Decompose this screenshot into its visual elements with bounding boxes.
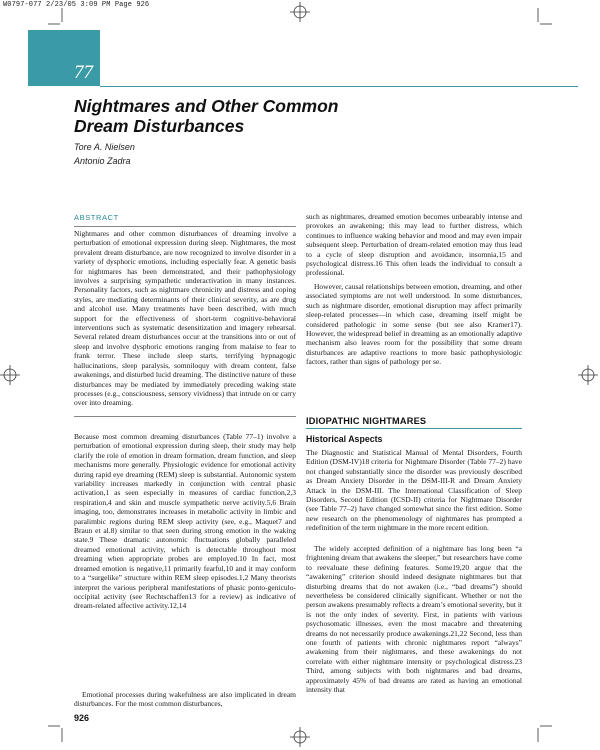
page-number: 926 — [74, 713, 90, 723]
abstract-top-rule — [74, 226, 296, 227]
registration-mark-bottom — [290, 727, 310, 747]
body-right-paragraph-2: However, causal relationships between emotion, dreaming, and other associated symptoms are not well understood. In some disturbances, such as nightmare disorder, emotional disruption may affect primarily sleep-related processes—in which case, dreaming itself might be considered pathologic in some sense (but see also Kramer17). However, the widespread belief in dreaming as an emotionally adaptive mechanism also leaves room for the possibility that some dream disturbances are adaptive reactions to more basic pathophysiologic factors, rather than signs of pathology per se. — [306, 282, 522, 367]
section-heading: IDIOPATHIC NIGHTMARES — [306, 416, 427, 426]
chapter-number: 77 — [74, 62, 93, 83]
chapter-rule — [100, 86, 578, 87]
abstract-heading: ABSTRACT — [74, 213, 119, 222]
author-2: Antonio Zadra — [74, 156, 131, 166]
body-right-paragraph-3: The Diagnostic and Statistical Manual of Mental Disorders, Fourth Edition (DSM-IV)18 criteria for Nightmare Disorder (Table 77–2) have not changed substantially since the disorder was previously described as Dream Anxiety Disorder in the DSM-III-R and Dream Anxiety Attack in the DSM-III. The International Classification of Sleep Disorders, Second Edition (ICSD-II) criteria for Nightmare Disorder (see Table 77–2) have changed somewhat since the first edition. Some new research on the phenomenology of nightmares has prompted a redefinition of the term nightmare in the more recent edition. — [306, 448, 522, 533]
registration-mark-left — [0, 365, 20, 385]
abstract-bottom-rule — [74, 416, 296, 417]
body-right-paragraph-1: such as nightmares, dreamed emotion becomes unbearably intense and provokes an awakening; this may lead to further distress, which continues to influence waking behavior and mood and may even impair subsequent sleep. Perturbation of dream-related emotion may thus lead to a cycle of sleep disruption and avoidance, insomnia,15 and psychological distress.16 This often leads the individual to consult a professional. — [306, 212, 522, 278]
registration-mark-right — [578, 365, 598, 385]
body-left-paragraph-2: Emotional processes during wakefulness are also implicated in dream disturbances. For the most common disturbances, — [74, 690, 296, 709]
slug-line: W0797-077 2/23/05 3:09 PM Page 926 — [3, 1, 150, 9]
author-1: Tore A. Nielsen — [74, 142, 135, 152]
body-right-paragraph-4: The widely accepted definition of a nightmare has long been “a frightening dream that awakens the sleeper,” but researchers have come to reevaluate these defining features. Some19,20 argue that the “awakening” criterion should indeed designate nightmares but that disturbing dreams that do not awaken (i.e., “bad dreams”) should nevertheless be considered clinically significant. Whether or not the person awakens presumably reflects a dream’s emotional severity, but it is not the only index of severity. First, in patients with various psychosomatic illnesses, even the most macabre and threatening dreams do not necessarily produce awakenings.21,22 Second, less than one fourth of patients with chronic nightmares report “always” awakening from their nightmares, and these awakenings do not correlate with either nightmare intensity or psychological distress.23 Third, among subjects with both nightmares and bad dreams, approximately 45% of bad dreams are rated as having an emotional intensity that — [306, 544, 522, 695]
abstract-text: Nightmares and other common disturbances of dreaming involve a perturbation of emotional expression during sleep. Nightmares, the most prevalent dream disturbance, are now recognized to involve disorder in a variety of dysphoric emotions, including especially fear. A genetic basis for nightmares has been demonstrated, and their pathophysiology involves a surprising sympathetic underactivation in many instances. Personality factors, such as nightmare chronicity and distress and coping styles, are mediating determinants of their clinical severity, as are drug and alcohol use. Many treatments have been described, with much support for the effectiveness of short-term cognitive-behavioral interventions such as systematic desensitization and imagery rehearsal. Several related dream disturbances occur at the transitions into or out of sleep and involve dysphoric emotions ranging from malaise to fear to frank terror. These include sleep starts, terrifying hypnagogic hallucinations, sleep paralysis, somniloquy with dream content, false awakenings, and disturbed lucid dreaming. The distinctive nature of these disturbances may be mediated by immediately preceding waking state processes (e.g., consciousness, sensory vividness) that intrude on or carry over into dreaming. — [74, 229, 296, 408]
registration-mark-top — [290, 2, 310, 22]
chapter-title-line-2: Dream Disturbances — [74, 116, 245, 136]
chapter-title-line-1: Nightmares and Other Common — [74, 96, 339, 116]
subsection-heading: Historical Aspects — [306, 434, 383, 444]
chapter-title — [74, 96, 494, 136]
section-rule — [306, 428, 522, 429]
body-left-paragraph-1: Because most common dreaming disturbances (Table 77–1) involve a perturbation of emotional expression during sleep, their study may help clarify the role of emotion in dream formation, dream function, and sleep mechanisms more generally. Physiologic evidence for emotional activity during rapid eye dreaming (REM) sleep is substantial. Autonomic system variability increases markedly in conjunction with central phasic activation,1 as seen especially in measures of cardiac function,2,3 respiration,4 and skin and muscle sympathetic nerve activity.5,6 Brain imaging, too, demonstrates increases in metabolic activity in limbic and paralimbic regions during REM sleep activity (see, e.g., Maquet7 and Braun et al.8) similar to that seen during strong emotion in the waking state.9 These dramatic autonomic fluctuations globally paralleled dreamed emotional activity, which is detectable throughout most dreaming when appropriate probes are employed.10 In fact, most dreamed emotion is negative,11 primarily fearful,10 and it may conform to a “surgelike” structure within REM sleep episodes.1,2 Many theorists interpret the various peripheral manifestations of phasic ponto-geniculo-occipital activity (see Rechtschaffen13 for a review) as indicative of dream-related affective activity.12,14 — [74, 432, 296, 611]
